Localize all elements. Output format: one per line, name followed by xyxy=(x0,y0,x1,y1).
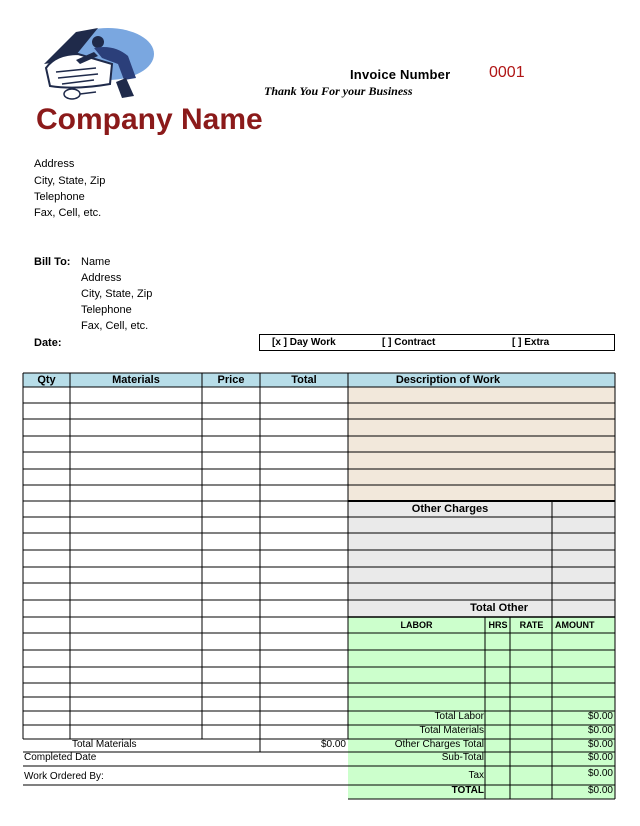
contract-checkbox[interactable]: [ ] Contract xyxy=(382,337,436,348)
total-materials-left-value: $0.00 xyxy=(320,739,346,750)
total-materials-left-label: Total Materials xyxy=(72,739,137,750)
sub-total-value: $0.00 xyxy=(587,752,613,763)
qty-header: Qty xyxy=(37,374,56,386)
company-name[interactable]: Company Name xyxy=(36,103,263,136)
total-labor-value: $0.00 xyxy=(587,711,613,722)
bill-to-line[interactable]: Address xyxy=(81,272,122,284)
hrs-header: HRS xyxy=(488,620,508,630)
total-labor-label: Total Labor xyxy=(434,711,484,722)
total-materials-label: Total Materials xyxy=(419,725,484,736)
company-address-line[interactable]: Telephone xyxy=(34,191,85,203)
bill-to-line[interactable]: City, State, Zip xyxy=(81,288,153,300)
total-header: Total xyxy=(291,374,317,386)
other-charges-header: Other Charges xyxy=(411,503,489,515)
thank-you-text: Thank You For your Business xyxy=(264,84,413,98)
extra-checkbox[interactable]: [ ] Extra xyxy=(512,337,550,348)
amount-header: AMOUNT xyxy=(555,620,595,630)
other-charges-total-label: Other Charges Total xyxy=(394,739,484,750)
invoice-number-value[interactable]: 0001 xyxy=(489,64,525,81)
company-address-line[interactable]: Address xyxy=(34,158,75,170)
grand-total-label: TOTAL xyxy=(451,785,484,796)
description-header: Description of Work xyxy=(395,374,501,386)
completed-date-label: Completed Date xyxy=(24,752,97,763)
company-address-line[interactable]: City, State, Zip xyxy=(34,175,106,187)
date-label: Date: xyxy=(34,337,62,349)
price-header: Price xyxy=(217,374,245,386)
sub-total-label: Sub-Total xyxy=(441,752,484,763)
other-charges-total-value: $0.00 xyxy=(587,739,613,750)
invoice-number-label: Invoice Number xyxy=(350,67,451,82)
total-materials-value: $0.00 xyxy=(587,725,613,736)
day-work-checkbox[interactable]: [x ] Day Work xyxy=(272,337,336,348)
tax-label: Tax xyxy=(468,770,484,781)
labor-header: LABOR xyxy=(400,620,433,630)
tax-value: $0.00 xyxy=(587,768,613,779)
bill-to-line[interactable]: Fax, Cell, etc. xyxy=(81,320,149,332)
total-other-label: Total Other xyxy=(470,602,528,614)
rate-header: RATE xyxy=(519,620,544,630)
bill-to-label: Bill To: xyxy=(34,256,71,268)
work-ordered-by-label: Work Ordered By: xyxy=(24,771,104,782)
bill-to-line[interactable]: Name xyxy=(81,256,111,268)
grand-total-value: $0.00 xyxy=(587,785,613,796)
materials-header: Materials xyxy=(112,374,160,386)
bill-to-line[interactable]: Telephone xyxy=(81,304,132,316)
company-address-line[interactable]: Fax, Cell, etc. xyxy=(34,207,102,219)
